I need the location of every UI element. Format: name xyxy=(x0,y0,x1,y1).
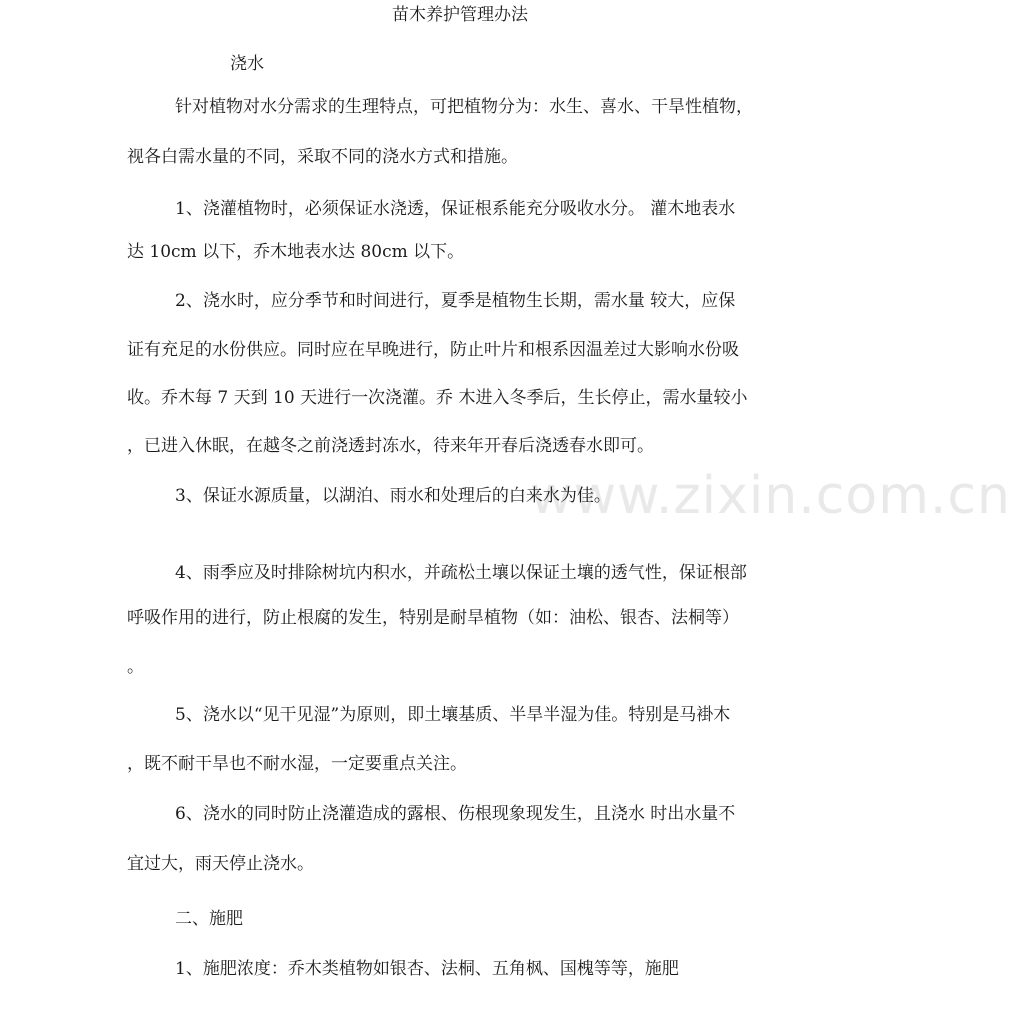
paragraph-line: 达 10cm 以下，乔木地表水达 80cm 以下。 xyxy=(127,242,465,262)
paragraph-line: 视各白需水量的不同，采取不同的浇水方式和措施。 xyxy=(127,147,518,167)
paragraph-line: 。 xyxy=(127,657,144,677)
section-heading-fertilizing: 二、施肥 xyxy=(175,909,243,929)
paragraph-line: 2、浇水时，应分季节和时间进行，夏季是植物生长期，需水量 较大，应保 xyxy=(175,291,736,311)
paragraph-line: 1、浇灌植物时，必须保证水浇透，保证根系能充分吸收水分。 灌木地表水 xyxy=(175,199,736,219)
paragraph-line: 3、保证水源质量，以湖泊、雨水和处理后的白来水为佳。 xyxy=(175,486,611,506)
paragraph-line: 4、雨季应及时排除树坑内积水，并疏松土壤以保证土壤的透气性，保证根部 xyxy=(175,563,747,583)
watermark: www.zixin.com.cn xyxy=(530,466,1011,526)
paragraph-line: ，既不耐干旱也不耐水湿，一定要重点关注。 xyxy=(127,754,467,774)
paragraph-line: 收。乔木每 7 天到 10 天进行一次浇灌。乔 木进入冬季后，生长停止，需水量较小 xyxy=(127,388,748,408)
paragraph-line: 证有充足的水份供应。同时应在早晚进行，防止叶片和根系因温差过大影响水份吸 xyxy=(127,340,739,360)
paragraph-line: ，已进入休眠，在越冬之前浇透封冻水，待来年开春后浇透春水即可。 xyxy=(127,436,654,456)
document-title: 苗木养护管理办法 xyxy=(392,5,528,25)
paragraph-line: 5、浇水以“见干见湿”为原则，即土壤基质、半旱半湿为佳。特别是马褂木 xyxy=(175,705,731,725)
paragraph-line: 1、施肥浓度：乔木类植物如银杏、法桐、五角枫、国槐等等，施肥 xyxy=(175,959,679,979)
paragraph-line: 针对植物对水分需求的生理特点，可把植物分为：水生、喜水、干旱性植物， xyxy=(175,97,753,117)
section-heading-watering: 浇水 xyxy=(230,54,264,74)
paragraph-line: 呼吸作用的进行，防止根腐的发生，特别是耐旱植物（如：油松、银杏、法桐等） xyxy=(127,608,739,628)
paragraph-line: 6、浇水的同时防止浇灌造成的露根、伤根现象现发生，且浇水 时出水量不 xyxy=(175,804,736,824)
paragraph-line: 宜过大，雨天停止浇水。 xyxy=(127,854,314,874)
